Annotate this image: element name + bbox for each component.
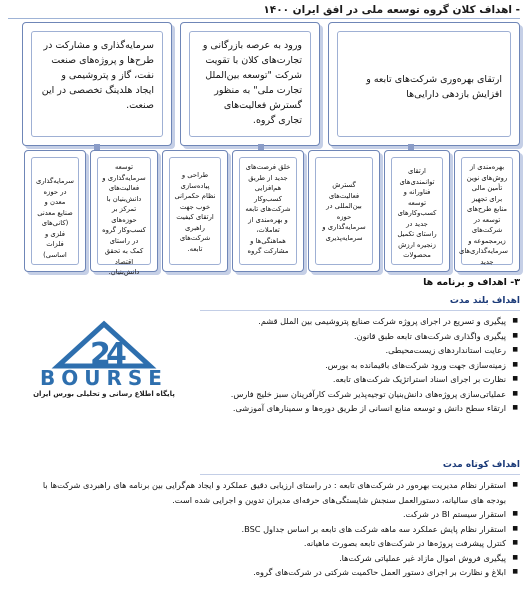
goal-box-small-2 [384, 150, 450, 272]
svg-text:4: 4 [106, 337, 127, 372]
goal-box-large-2 [180, 22, 320, 146]
list-item: ■ استقرار نظام پایش عملکرد سه ماهه شرکت های تابعه بر اساس جداول BSC. [36, 522, 506, 537]
logo-wordmark: BOURSE [40, 366, 168, 390]
goal-box-small-4 [232, 150, 304, 272]
goal-box-text: گسترش فعالیت‌های بین‌المللی در حوزه سرمایه‌گذاری و سرمایه‌پذیری [315, 157, 373, 265]
section-title: ۳- اهداف و برنامه ها [423, 277, 520, 288]
list-item: ■ عملیاتی‌سازی پروژه‌های دانش‌بنیان توجیه‌پذیر شرکت کارآفرینان سبز خلیج فارس. [196, 387, 506, 402]
list-item: ■ ابلاغ و نظارت بر اجرای دستور العمل حاکمیت شرکتی در شرکت‌های گروه. [36, 565, 506, 580]
goal-box-small-5 [162, 150, 228, 272]
goal-box-text: ارتقای توانمندی‌های فناورانه و توسعه کسب‌وکارهای جدید در راستای تکمیل زنجیره ارزش محصولات [391, 157, 443, 265]
page-header: - اهداف کلان گروه توسعه ملی در افق ایران ۱۴۰۰ [263, 4, 520, 16]
long-term-title: اهداف بلند مدت [449, 296, 520, 306]
short-term-title: اهداف کوتاه مدت [442, 460, 520, 470]
goal-box-small-3 [308, 150, 380, 272]
bourse-logo [14, 322, 194, 402]
header-divider [8, 18, 520, 19]
goal-box-text: خلق فرصت‌های جدید از طریق هم‌افزایی کسب‌وکار شرکت‌های تابعه و بهره‌مندی از تعاملات، هماهنگی‌ها و مشارکت گروه [239, 157, 297, 265]
goal-box-text: توسعه سرمایه‌گذاری و فعالیت‌های دانش‌بنیان با تمرکز بر حوزه‌های کسب‌وکار گروه در راستای کمک به تحقق اقتصاد دانش‌بنیان. [97, 157, 151, 265]
goal-box-text: سرمایه‌گذاری و مشارکت در طرح‌ها و پروژه‌های صنعت نفت، گاز و پتروشیمی و ایجاد هلدینگ تخصصی در این صنعت. [31, 31, 163, 137]
goal-box-text: ورود به عرصه بازرگانی و تجارت‌های کلان با تقویت شرکت "توسعه بین‌الملل تجارت ملی" به منظور گسترش فعالیت‌های تجاری گروه. [189, 31, 311, 137]
subtitle-divider [200, 474, 520, 475]
long-term-list [196, 314, 520, 416]
list-item: ■ پیگیری فروش اموال مازاد غیر عملیاتی شرکت‌ها. [36, 551, 506, 566]
list-item: ■ پیگیری واگذاری شرکت‌های تابعه طبق قانون. [196, 329, 506, 344]
goal-box-text: ارتقای بهره‌وری شرکت‌های تابعه و افزایش بازدهی دارایی‌ها [337, 31, 511, 137]
goal-box-large-1 [328, 22, 520, 146]
list-item: ■ نظارت بر اجرای اسناد استراتژیک شرکت‌های تابعه. [196, 372, 506, 387]
goal-box-text: طراحی و پیاده‌سازی نظام حکمرانی خوب جهت ارتقای کیفیت راهبری شرکت‌های تابعه. [169, 157, 221, 265]
goal-box-small-6 [90, 150, 158, 276]
list-item: ■ کنترل پیشرفت پروژه‌ها در شرکت‌های تابعه بصورت ماهیانه. [36, 536, 506, 551]
short-term-list [36, 478, 520, 580]
list-item: ■ استقرار نظام مدیریت بهره‌ور در شرکت‌های تابعه : در راستای ارزیابی دقیق عملکرد و ایجاد هم‌گرایی بین برنامه های راهبردی شرکت‌ها با بودجه های سالیانه، دستورالعمل سنجش شایستگی‌های حرفه‌ای مدیران تدوین و اجرایی شده است. [36, 478, 506, 507]
goal-box-small-1 [454, 150, 520, 272]
list-item: ■ رعایت استانداردهای زیست‌محیطی. [196, 343, 506, 358]
list-item: ■ زمینه‌سازی جهت ورود شرکت‌های باقیمانده به بورس. [196, 358, 506, 373]
subtitle-divider [200, 310, 520, 311]
goal-box-text: سرمایه‌گذاری در حوزه معدن و صنایع معدنی (کانی‌های فلزی و فلزات اساسی) [31, 157, 79, 265]
svg-text:2: 2 [90, 337, 111, 372]
goal-box-text: بهره‌مندی از روش‌های نوین تأمین مالی برای تجهیز منابع طرح‌های توسعه در شرکت‌های زیرمجموعه و سرمایه‌گذاری‌های جدید [461, 157, 513, 265]
list-item: ■ استقرار سیستم BI در شرکت. [36, 507, 506, 522]
goal-box-large-3 [22, 22, 172, 146]
list-item: ■ پیگیری و تسریع در اجرای پروژه شرکت صنایع پتروشیمی بین الملل قشم. [196, 314, 506, 329]
goal-box-small-7 [24, 150, 86, 272]
list-item: ■ ارتقاء سطح دانش و توسعه منابع انسانی از طریق دوره‌ها و سمینارهای آموزشی. [196, 401, 506, 416]
logo-caption: پایگاه اطلاع رسانی و تحلیلی بورس ایران [33, 390, 175, 398]
